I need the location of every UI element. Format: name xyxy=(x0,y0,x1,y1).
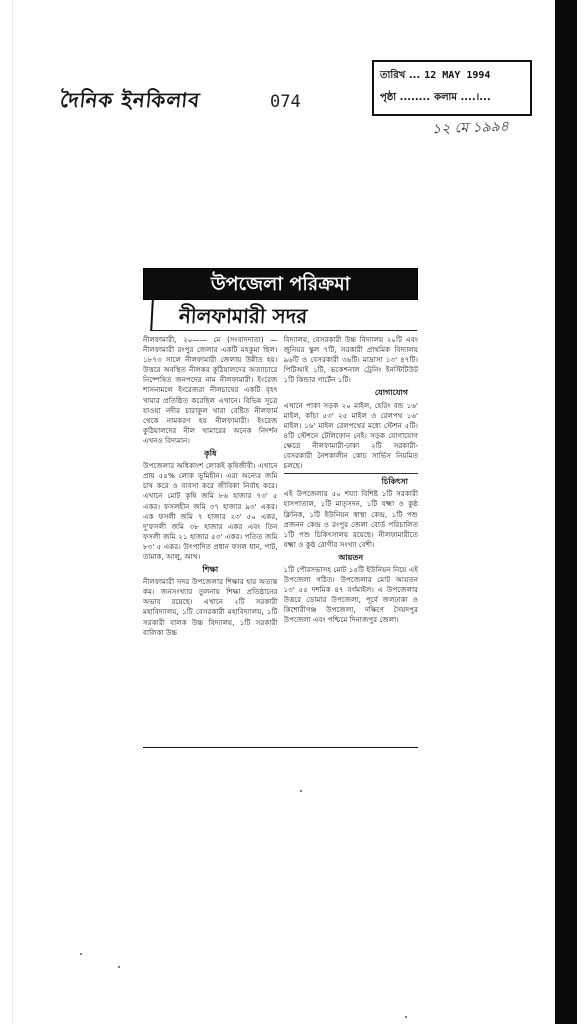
clipping-bottom-rule xyxy=(143,747,418,748)
column-divider xyxy=(284,473,419,474)
scan-speck xyxy=(118,966,120,968)
newspaper-clipping xyxy=(143,268,418,748)
article-body xyxy=(143,335,418,743)
section-banner: উপজেলা পরিক্রমা xyxy=(143,268,418,300)
scan-dark-border xyxy=(555,0,577,1024)
communication-heading: যোগাযোগ xyxy=(374,388,408,398)
archive-stamp xyxy=(372,60,532,116)
health-heading: চিকিৎসা xyxy=(381,477,408,487)
article-title: নীলফামারী সদর xyxy=(150,300,418,331)
page-number: 074 xyxy=(270,92,301,112)
scan-speck xyxy=(405,1016,407,1018)
agriculture-heading: কৃষি xyxy=(204,449,217,459)
newspaper-masthead: দৈনিক ইনকিলাব xyxy=(59,88,202,112)
education-continued-paragraph: বিদ্যালয়, বেসরকারী উচ্চ বিদ্যালয় ২০টি এবং জুনিয়র স্কুল ৭টি, সরকারী প্রাথমিক বিদ্যালয় ৯৬টি ও বেসরকারী ৩৬টি। মাদ্রাসা ১৩' ৪৭টি। পিটিআই ১টি, ভকেশনাল ট্রেনিং ইনস্টিটিউট ১টি কিন্ডার গার্টেন ১টি। xyxy=(283,335,418,385)
stamp-page-value: কলাম ....।... xyxy=(434,92,491,103)
stamp-page-label: পৃষ্ঠা ........ xyxy=(380,92,431,103)
education-paragraph: নীলফামারী সদর উপজেলার শিক্ষার হার অত্যন্ত কম। জনসংখ্যার তুলনায় শিক্ষা প্রতিষ্ঠানের অভাব রয়েছে। এখানে ২টি সরকারী মহাবিদ্যালয়, ১টি বেসরকারী মহাবিদ্যালয়, ১টি সরকারী বালক উচ্চ বিদ্যালয়, ১টি সরকারী বালিকা উচ্চ xyxy=(143,577,278,637)
handwritten-date: ১২ মে ১৯৯৪ xyxy=(431,118,510,138)
agriculture-paragraph: উপজেলার অধিকাংশ লোকই কৃষিজীবী। এখানে প্রায় ৫৫% লোক ভূমিহীন। এরা অন্যের জমি চাষ করে ও ব্যবসা করে জীবিকা নির্বাহ করে। এখানে মোট কৃষি জমি ৮৬ হাজার ৭৩' ৫ একর। ফসলহীন জমি ৩৭ হাজার ৯৩' একর। এক ফসলী জমি ৭ হাজার ২৩' ৫০ একর, দু'ফসলী জমি ৩৮ হাজার একর এবং তিন ফসলী জমি ২১ হাজার ৫৩' একর। পতিত জমি ৮৩' ৫ একর। উৎপাদিত প্রধান ফসল ধান, পাট, তামাক, আলু, আখ। xyxy=(143,461,278,561)
education-heading: শিক্ষা xyxy=(202,565,219,575)
article-left-column xyxy=(143,335,278,743)
area-paragraph: ১টি পৌরসভাসহ মোট ১৫টি ইউনিয়ন নিয়ে এই উপজেলা গঠিত। উপজেলার মোট আয়তন ১৩' ৫৫ দশমিক ৪৭ বর্গমাইল। এ উপজেলার উত্তরে ডোমার উপজেলা, পূর্বে জলঢাকা ও কিশোরীগঞ্জ উপজেলা, দক্ষিণে সৈয়দপুর উপজেলা এবং পশ্চিমে দিনাজপুর জেলা। xyxy=(283,564,418,625)
stamp-page-row xyxy=(380,87,524,109)
article-right-column xyxy=(284,335,419,743)
health-paragraph: এই উপজেলায় ৫০ শয্যা বিশিষ্ট ১টি সরকারী হাসপাতাল, ১টি মাতৃসদন, ১টি যক্ষ্মা ও কুষ্ঠ ক্লিনিক, ১টি ইউনিয়ন স্বাস্থ্য কেন্দ্র, ১টি পশু প্রজনন কেন্দ্র ও রংপুর জেলা বোর্ড পরিচালিত ১টি পশু চিকিৎসালয় রয়েছে। নীলফামারীতে যক্ষ্মা ও কুষ্ঠ রোগীর সংখ্যা বেশী। xyxy=(283,489,418,549)
stamp-date-value: 12 MAY 1994 xyxy=(424,70,491,81)
stamp-date-label: তারিখ ... xyxy=(380,70,421,81)
stamp-date-row xyxy=(380,65,524,87)
area-heading: আয়তন xyxy=(338,552,364,562)
intro-paragraph: নীলফামারী, ২০—— মে (সংবাদদাতা) — নীলফামারী রংপুর জেলার একটি মহকুমা ছিল। ১৮৭৩ সালে নীলফামারী জেলায় উন্নীত হয়। উত্তরে অবস্থিত নীলকর কুঠিয়ালদের অত্যাচারে নিষ্পেষিত জনপদের নাম নীলফামারী। ইংরেজ শাসনামলে ইংরেজরা নীলচাষের একটি বৃহৎ খামার প্রতিষ্ঠিত করেছিল এখানে। বিভিন্ন সূত্রে যাওয়া নদীর চারাকুল থারা বেষ্টিত নীলফার্ম থেকে নামকরণ হয় নীলফামারী। ইংরেজ কুঠিয়ালদের নীল খামারের অনেক নিদর্শন এখনও বিদ্যমান। xyxy=(143,335,278,445)
communication-paragraph: এখানে পাকা সড়ক ২০ মাইল, হেরিং বন্ড ১৬' মাইল, কাঁচা ৫৩' ২৫ মাইল ও রেলপথ ১৬' মাইল। ১৬' মাইল রেলপথের মধ্যে স্টেশন ৫টি। ৪টি স্টেশনে টেলিফোন নেই। সড়ক যোগাযোগ ক্ষেত্রে নীলফামারী-ঢাকা ২টি সরকারী-বেসরকারী নৈশকালীন কোচ সার্ভিস নিয়মিত চলছে। xyxy=(283,400,418,471)
page-edge-line xyxy=(12,0,13,1024)
scan-speck xyxy=(300,790,302,792)
scan-speck xyxy=(80,953,82,955)
